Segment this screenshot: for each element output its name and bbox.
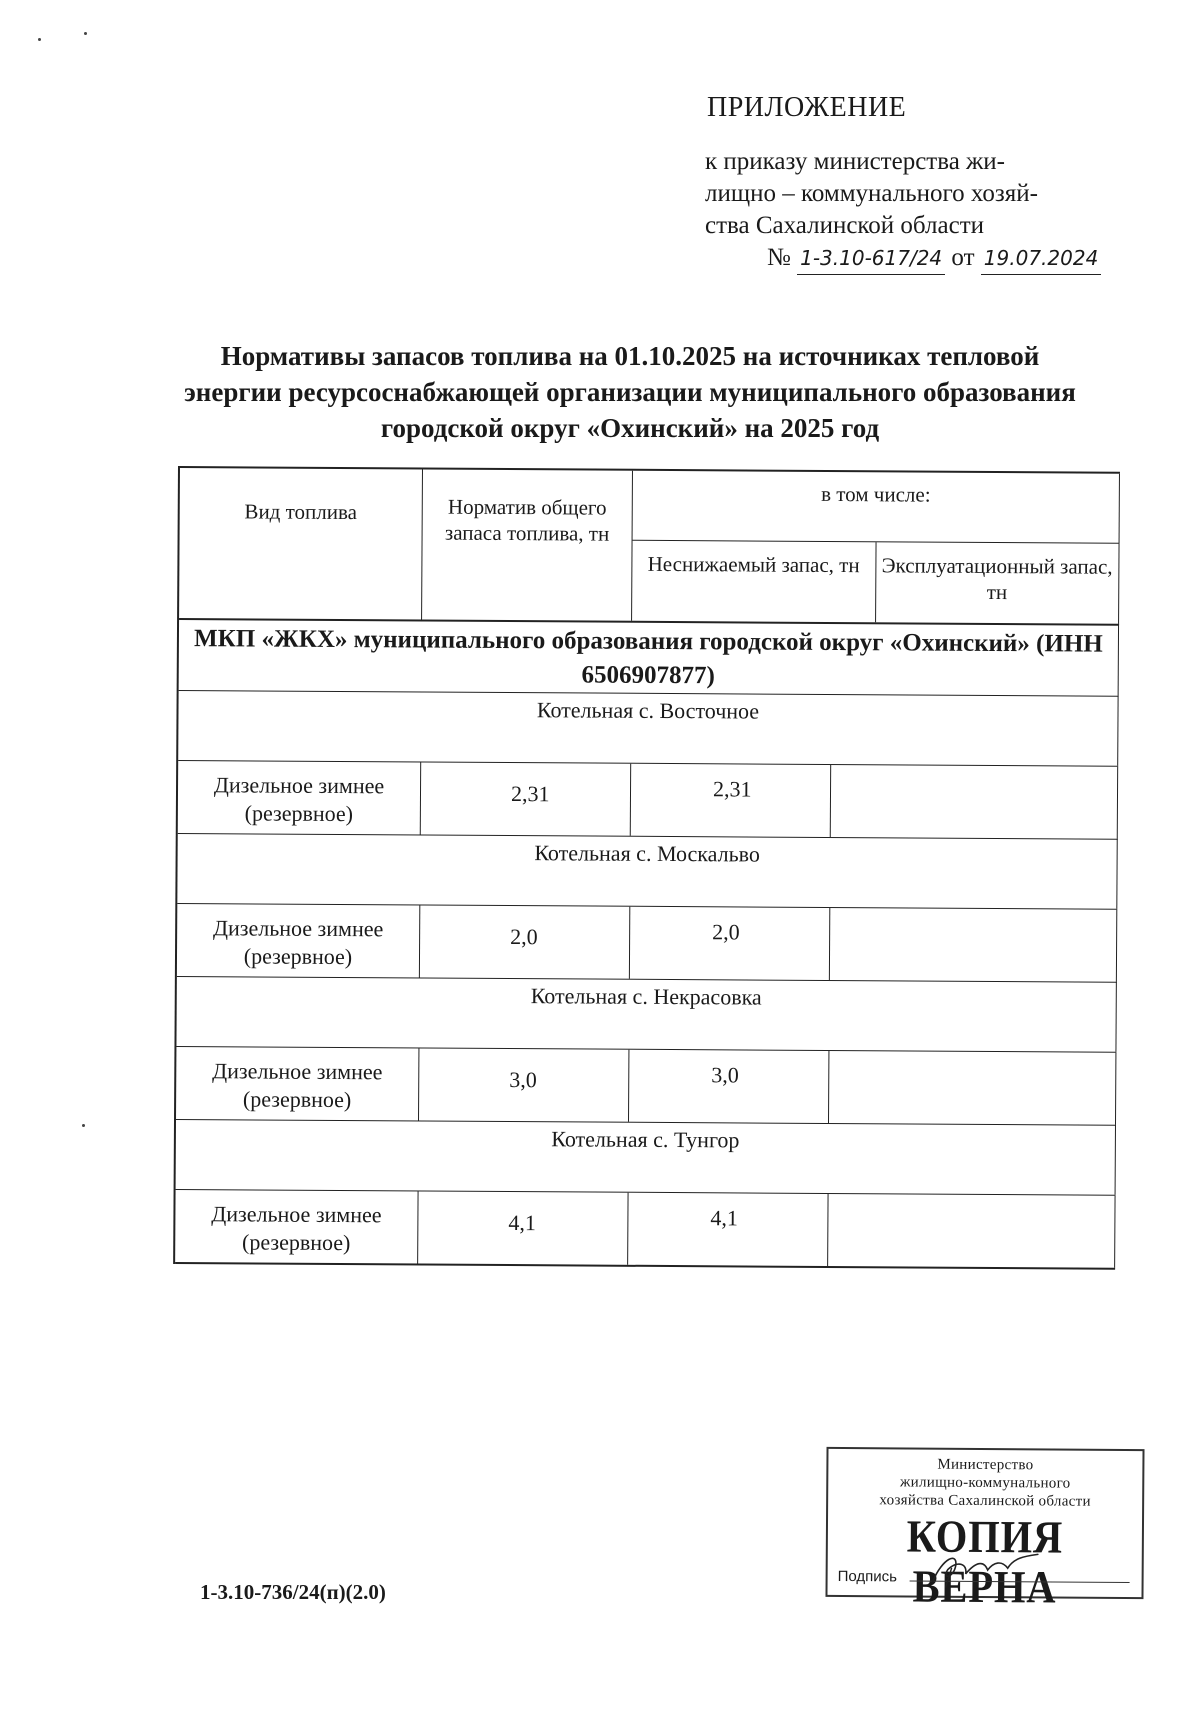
fuel-type-cell: Дизельное зимнее (резервное) [175, 1190, 418, 1263]
fuel-reserve-table [173, 466, 1120, 1270]
organization-row: МКП «ЖКХ» муниципального образования городской округ «Охинский» (ИНН 6506907877) [179, 618, 1119, 696]
order-date-prefix: от [951, 244, 975, 271]
header-including-group [632, 471, 1120, 624]
stamp-org-line: Министерство [937, 1456, 1034, 1474]
stamp-main-text: КОПИЯ ВЕРНА [906, 1510, 1064, 1613]
appendix-line: к приказу министерства жи- [705, 148, 1006, 175]
certified-copy-stamp [825, 1447, 1144, 1613]
irreducible-cell: 2,0 [630, 907, 830, 980]
table-header [179, 466, 1120, 624]
irreducible-cell: 2,31 [631, 764, 831, 837]
order-date: 19.07.2024 [981, 242, 1102, 275]
header-including: в том числе: [633, 471, 1120, 544]
fuel-type-cell: Дизельное зимнее (резервное) [178, 761, 421, 834]
table-row [175, 1189, 1115, 1270]
order-reference [767, 242, 1125, 275]
operational-cell [830, 908, 1117, 982]
header-total-norm: Норматив общего запаса топлива, тн [422, 469, 633, 620]
irreducible-cell: 4,1 [628, 1193, 828, 1266]
stamp-org-line: жилищно-коммунального [899, 1474, 1071, 1492]
total-norm-cell: 3,0 [419, 1048, 629, 1121]
boiler-section-title: Котельная с. Некрасовка [176, 976, 1116, 1052]
document-title [150, 338, 1110, 446]
stamp-organization [828, 1455, 1142, 1511]
operational-cell [829, 1051, 1116, 1125]
appendix-title: ПРИЛОЖЕНИЕ [707, 92, 907, 123]
boiler-section-title: Котельная с. Восточное [178, 690, 1118, 766]
operational-cell [831, 765, 1118, 839]
header-operational: Эксплуатационный запас, тн [876, 542, 1120, 623]
operational-cell [828, 1194, 1115, 1268]
header-fuel-type: Вид топлива [179, 468, 423, 619]
stamp-signature-label: Подпись [837, 1567, 898, 1586]
header-irreducible: Неснижаемый запас, тн [632, 541, 876, 622]
total-norm-cell: 4,1 [418, 1191, 628, 1264]
boiler-section-title: Котельная с. Москальво [177, 833, 1117, 909]
irreducible-cell: 3,0 [629, 1050, 829, 1123]
total-norm-cell: 2,31 [421, 762, 631, 835]
fuel-type-cell: Дизельное зимнее (резервное) [177, 904, 420, 977]
table-row [176, 1046, 1116, 1125]
title-line: энергии ресурсоснабжающей организации муниципального образования [184, 377, 1076, 407]
title-line: городской округ «Охинский» на 2025 год [380, 413, 880, 443]
table-row [177, 903, 1117, 982]
fuel-type-cell: Дизельное зимнее (резервное) [176, 1047, 419, 1120]
total-norm-cell: 2,0 [420, 905, 630, 978]
stamp-org-line: хозяйства Сахалинской области [879, 1492, 1091, 1510]
title-line: Нормативы запасов топлива на 01.10.2025 на источниках тепловой [220, 341, 1040, 371]
boiler-section-title: Котельная с. Тунгор [176, 1119, 1116, 1195]
document-code: 1-3.10-736/24(п)(2.0) [200, 1580, 386, 1604]
handwritten-signature [928, 1548, 1048, 1589]
order-number: 1-3.10-617/24 [797, 242, 945, 275]
appendix-line: лищно – коммунального хозяй- [705, 180, 1038, 207]
scan-speck [84, 32, 87, 35]
scan-speck [38, 38, 41, 41]
appendix-block [705, 92, 1125, 275]
appendix-line: ства Сахалинской области [705, 212, 985, 239]
scan-speck [82, 1124, 85, 1127]
order-number-prefix: № [767, 244, 791, 271]
table-row [178, 760, 1118, 839]
